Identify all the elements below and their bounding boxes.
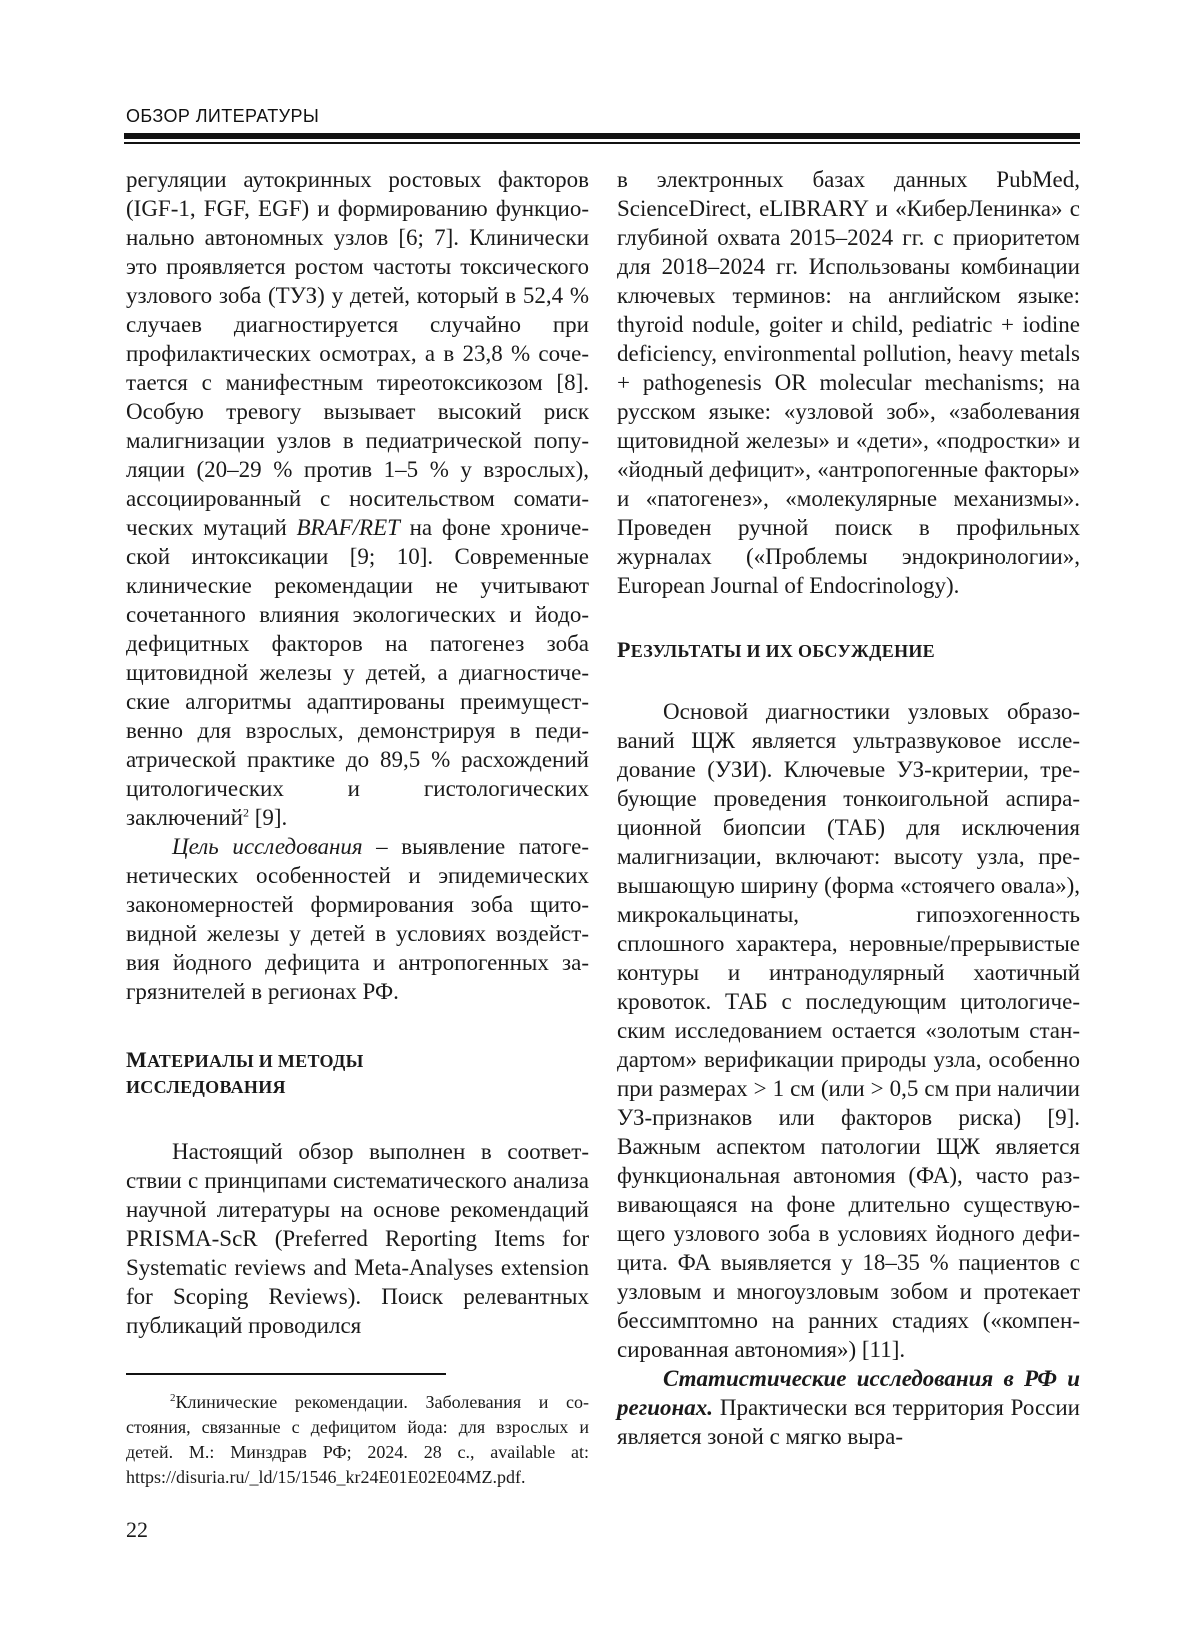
- left-p1-text-b: на фоне хронической интоксикации [9; 10]. Современные клинические рекомендации не учитывают сочетанного влияния экологических и йододефицитных факторов на патогенез зоба щитовидной железы у детей, а диагностические алгоритмы адаптированы преимущественно для взрослых, демонстрируя в педиатрической практике до 89,5 % расхождений цитологических и гистологических заключений: [126, 515, 589, 830]
- right-column: [617, 165, 1080, 1451]
- left-p1-text-a: регуляции аутокринных ростовых факторов (IGF-1, FGF, EGF) и формированию функционально автономных узлов [6; 7]. Клинически это проявляется ростом частоты токсического узлового зоба (ТУЗ) у детей, который в 52,4 % случаев диагностируется случайно при профилактических осмотрах, а в 23,8 % сочетается с манифестным тиреотоксикозом [8]. Особую тревогу вызывает высокий риск малигнизации узлов в педиатрической популяции (20–29 % против 1–5 % у взрослых), ассоциированный с носительством соматических мутаций: [126, 167, 589, 540]
- methods-paragraph: Настоящий обзор выполнен в соответствии с принципами систематического анализа научной литературы на основе рекомендаций PRISMA-ScR (Preferred Reporting Items for Systematic reviews and Meta-Analyses extension for Scoping Reviews). Поиск релевантных публикаций проводился: [126, 1139, 589, 1338]
- header-rule-thick: [124, 133, 1080, 139]
- footnote-rule: [126, 1373, 446, 1375]
- results-heading-rest: ЕЗУЛЬТАТЫ И ИХ ОБСУЖДЕНИЕ: [630, 641, 935, 661]
- statistics-text: Практически вся территория России является зоной с мягко выра-: [617, 1395, 1080, 1449]
- footnote-mark: 2: [170, 1392, 176, 1404]
- footnote-text: Клинические рекомендации. Заболевания и состояния, связанные с дефицитом йода: для взрослых и детей. М.: Минздрав РФ; 2024. 28 с., available at: https://disuria.ru/_ld/15/1546_kr24E01E02E04MZ.pdf.: [126, 1392, 589, 1487]
- left-p1-text-c: [9].: [248, 805, 288, 830]
- gene-names: BRAF/RET: [296, 515, 400, 540]
- page-number: 22: [126, 1517, 148, 1542]
- methods-heading: МАТЕРИАЛЫ И МЕТОДЫ: [126, 1047, 364, 1072]
- header-rule-thin: [124, 142, 1080, 144]
- statistics-paragraph: [617, 1364, 1080, 1451]
- left-paragraph-1: [126, 165, 589, 832]
- statistics-subheading: Статистические исследования в РФ и регионах.: [617, 1366, 1080, 1420]
- footnote-ref[interactable]: 2: [242, 805, 249, 820]
- study-aim-label: Цель исследования: [172, 834, 363, 859]
- methods-heading-line1: АТЕРИАЛЫ И МЕТОДЫ: [147, 1051, 364, 1071]
- results-heading-initial: Р: [617, 637, 631, 662]
- left-column: [126, 165, 589, 1340]
- right-paragraph-1: в электронных базах данных PubMed, ScienceDirect, eLIBRARY и «КиберЛенинка» с глубиной охвата 2015–2024 гг. с приоритетом для 2018–2024 гг. Использованы комбинации ключевых терминов: на английском языке: thyroid nodule, goiter и child, pediatric + iodine deficiency, environmental pollution, heavy metals + pathogenesis OR molecular mechanisms; на русском языке: «узловой зоб», «заболевания щитовидной железы» и «дети», «подростки» и «йодный дефицит», «антропогенные факторы» и «патогенез», «молекулярные механизмы». Проведен ручной поиск в профильных журналах («Проблемы эндокринологии», European Journal of Endocrinology).: [617, 167, 1080, 598]
- results-heading: [617, 637, 1080, 664]
- study-aim-text: – выявление патогенетических особенностей и эпидемических закономерностей формирования зоба щитовидной железы у детей в условиях воздействия йодного дефицита и антропогенных загрязнителей в регионах РФ.: [126, 834, 589, 1004]
- results-paragraph: Основой диагностики узловых образований ЩЖ является ультразвуковое исследование (УЗИ). Ключевые УЗ-критерии, требующие проведения тонкоигольной аспирационной биопсии (ТАБ) для исключения малигнизации, включают: высоту узла, превышающую ширину (форма «стоячего овала»), микрокальцинаты, гипоэхогенность сплошного характера, неровные/прерывистые контуры и интранодулярный хаотичный кровоток. ТАБ с последующим цитологическим исследованием остается «золотым стандартом» верификации природы узла, особенно при размерах > 1 см (или > 0,5 см при наличии УЗ-признаков или факторов риска) [9]. Важным аспектом патологии ЩЖ является функциональная автономия (ФА), часто развивающаяся на фоне длительно существующего узлового зоба в условиях йодного дефицита. ФА выявляется у 18–35 % пациентов с узловым и многоузловым зобом и протекает бессимптомно на ранних стадиях («компенсированная автономия») [11].: [617, 699, 1080, 1362]
- study-aim-paragraph: [126, 832, 589, 1006]
- running-header: ОБЗОР ЛИТЕРАТУРЫ: [126, 106, 320, 126]
- footnote: [126, 1390, 589, 1490]
- methods-heading-line2: ИССЛЕДОВАНИЯ: [126, 1077, 286, 1097]
